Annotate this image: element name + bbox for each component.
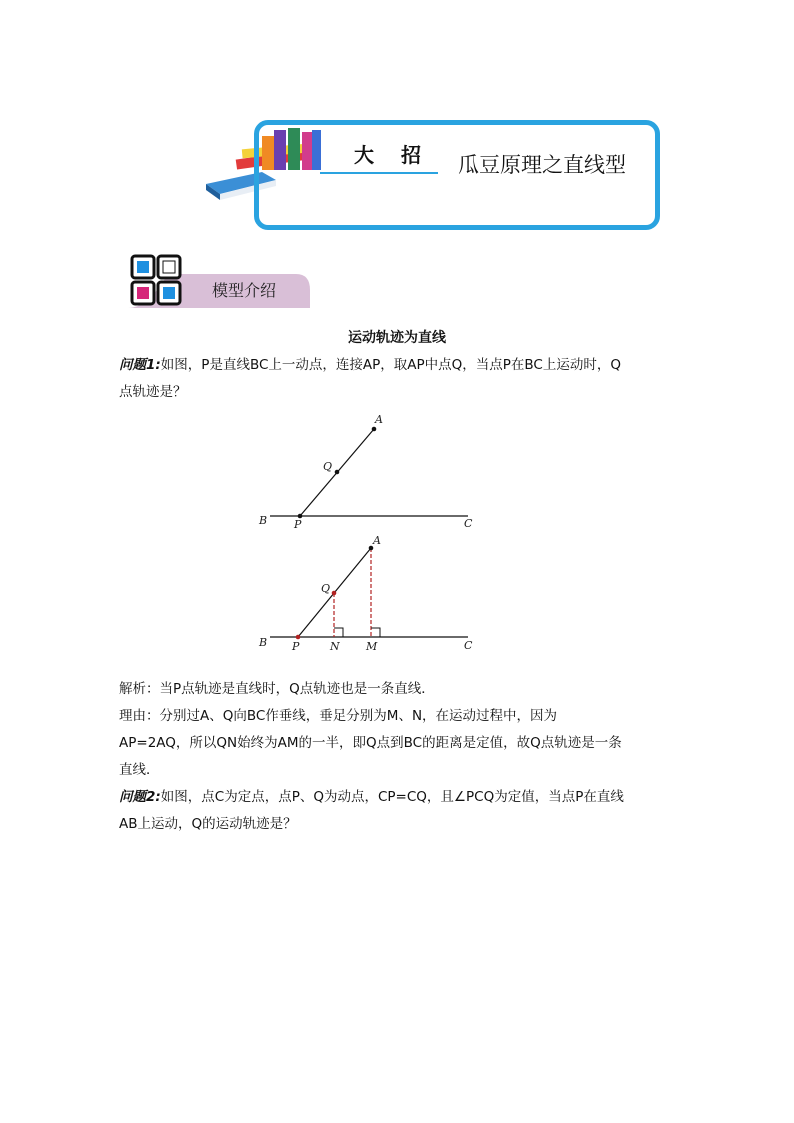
question-1-text: 如图，P是直线BC上一动点，连接AP，取AP中点Q，当点P在BC上运动时，Q点轨迹是？ [119,357,621,400]
fig2-label-p: P [292,640,300,653]
banner-title: 瓜豆原理之直线型 [458,153,626,177]
figure-1 [250,410,490,539]
fig2-label-m: M [366,640,378,653]
content-heading: 运动轨迹为直线 [348,330,446,346]
reason-text: 理由：分别过A、Q向BC作垂线，垂足分别为M、N，在运动过程中，因为AP=2AQ，所以QN始终为AM的一半，即Q点到BC的距离是定值，故Q点轨迹是一条直线． [119,708,622,778]
question-1-lead: 问题1: [119,357,161,373]
analysis-text: 解析：当P点轨迹是直线时，Q点轨迹也是一条直线． [119,681,435,697]
figure-2 [250,532,490,661]
fig2-label-c: C [464,639,473,652]
section-label: 模型介绍 [212,281,277,300]
fig1-label-a: A [375,413,383,426]
fig1-label-b: B [259,514,268,527]
question-2-lead: 问题2: [119,789,161,805]
fig1-label-q: Q [323,460,333,473]
fig2-label-q: Q [321,582,331,595]
fig1-label-c: C [464,517,473,530]
banner-underline [320,172,438,174]
question-2 [119,784,624,838]
section-icon [130,254,184,308]
fig2-label-b: B [259,636,268,649]
fig2-label-n: N [330,640,340,653]
fig1-label-p: P [294,518,302,531]
question-2-text: 如图，点C为定点，点P、Q为动点，CP=CQ，且∠PCQ为定值，当点P在直线AB上运动，Q的运动轨迹是？ [119,789,624,832]
banner-prefix: 大 招 [354,143,431,167]
fig2-label-a: A [373,534,381,547]
question-1 [119,352,624,406]
